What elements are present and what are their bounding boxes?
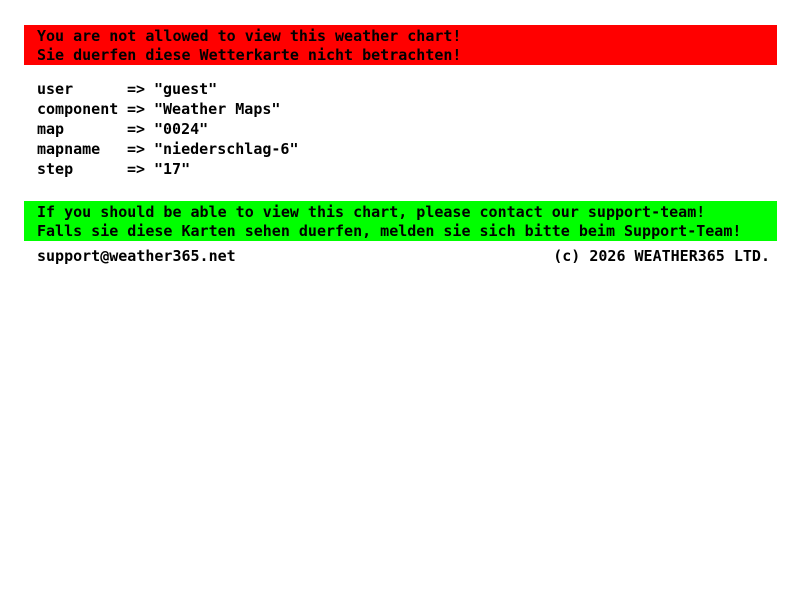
detail-row-mapname: [37, 139, 299, 159]
detail-row-component: [37, 99, 299, 119]
arrow-glyph: =>: [127, 160, 146, 178]
support-info-banner: [24, 201, 777, 241]
detail-value: "17": [154, 160, 191, 178]
detail-key: component: [37, 100, 119, 118]
detail-value: "Weather Maps": [154, 100, 281, 118]
arrow-glyph: =>: [127, 100, 146, 118]
support-message-de: Falls sie diese Karten sehen duerfen, melden sie sich bitte beim Support-Team!: [37, 222, 742, 240]
copyright-notice: (c) 2026 WEATHER365 LTD.: [553, 247, 770, 265]
detail-row-user: [37, 79, 299, 99]
error-message-en: You are not allowed to view this weather chart!: [37, 27, 462, 45]
detail-key: user: [37, 80, 74, 98]
detail-value: "guest": [154, 80, 218, 98]
support-email: support@weather365.net: [37, 247, 236, 265]
detail-key: map: [37, 120, 65, 138]
page-footer: [37, 248, 770, 264]
arrow-glyph: =>: [127, 80, 146, 98]
arrow-glyph: =>: [127, 120, 146, 138]
request-details: [37, 79, 299, 179]
detail-value: "niederschlag-6": [154, 140, 299, 158]
detail-row-map: [37, 119, 299, 139]
detail-key: step: [37, 160, 74, 178]
support-message-en: If you should be able to view this chart, please contact our support-team!: [37, 203, 706, 221]
detail-key: mapname: [37, 140, 101, 158]
error-message-de: Sie duerfen diese Wetterkarte nicht betrachten!: [37, 46, 462, 64]
detail-row-step: [37, 159, 299, 179]
detail-value: "0024": [154, 120, 209, 138]
error-banner: [24, 25, 777, 65]
arrow-glyph: =>: [127, 140, 146, 158]
